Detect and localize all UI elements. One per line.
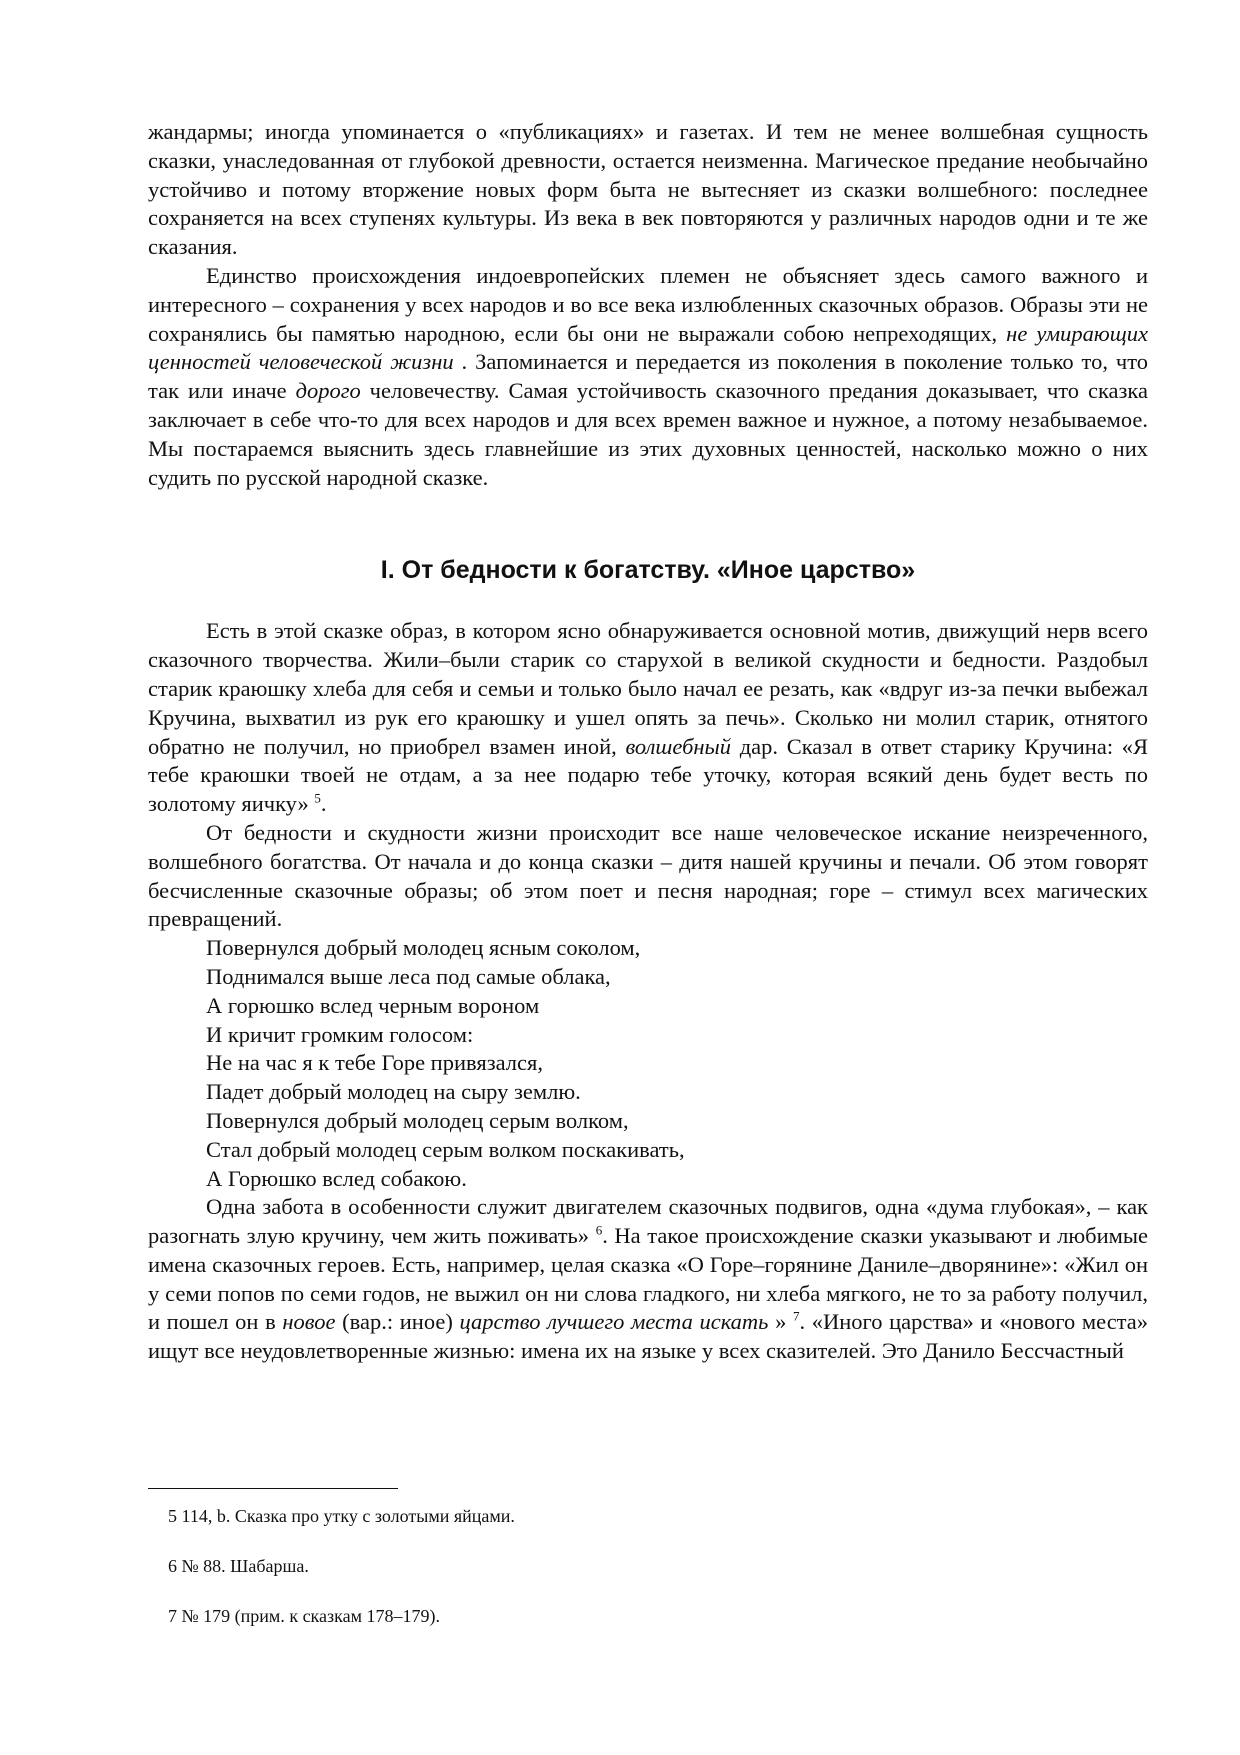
section-p3-emphasis-2: царство лучшего места искать (459, 1309, 769, 1335)
intro-p1-text: жандармы; иногда упоминается о «публикациях» и газетах. И тем не менее волшебная сущность сказки, унаследованная от глубокой древности, остается неизменна. Магическое предание необычайно устойчиво и потому вторжение новых форм быта не вытесняет из сказки волшебного: последнее сохраняется на всех ступенях культуры. Из века в век повторяются у различных народов одни и те же сказания. (148, 119, 1148, 260)
footnote-ref-6[interactable]: 6 (595, 1222, 603, 1238)
verse-line: Повернулся добрый молодец серым волком, (206, 1107, 629, 1133)
section-p3-text-e: . «Иного царства» и «нового места» ищут все неудовлетворенные жизнью: имена их на языке у всех сказителей. Это Данило Бессчастный (148, 1309, 1149, 1364)
section-p3-text-d: » (775, 1309, 787, 1335)
verse-line: А Горюшко вслед собакою. (206, 1165, 467, 1191)
section-p1-end: . (320, 791, 327, 817)
section-p1-text-b: дар. Сказал в ответ старику Кручина: «Я тебе краюшки твоей не отдам, а за нее подарю тебе уточку, которая всякий день будет весть по золотому яичку» (148, 733, 1149, 817)
verse-line: И кричит громким голосом: (206, 1021, 474, 1047)
footnotes (168, 1505, 1068, 1655)
section-p3-text-b: . На такое происхождение сказки указывают и любимые имена сказочных героев. Есть, например, целая сказка «О Горе–горянине Даниле–дворянине»: «Жил он у семи попов по семи годов, не выжил он ни слова гладкого, ни хлеба мягкого, не то за работу получил, и пошел он в (148, 1223, 1149, 1335)
section-paragraph-3 (148, 1193, 1148, 1366)
section-p2-text: От бедности и скудности жизни происходит все наше человеческое искание неизреченного, волшебного богатства. От начала и до конца сказки – дитя нашей кручины и печали. Об этом говорят бесчисленные сказочные образы; об этом поет и песня народная; горе – стимул всех магических превращений. (148, 819, 1148, 932)
verse-line: Стал добрый молодец серым волком поскакивать, (206, 1136, 685, 1162)
section-paragraph-2 (148, 819, 1148, 934)
section-p1-emphasis: волшебный (625, 733, 732, 759)
verse-line: Не на час я к тебе Горе привязался, (206, 1050, 543, 1076)
intro-p2-emphasis-2: дорого (295, 378, 361, 404)
intro-p2-text-a: Единство происхождения индоевропейских племен не объясняет здесь самого важного и интересного – сохранения у всех народов и во все века излюбленных сказочных образов. Образы эти не сохранялись бы памятью народною, если бы они не выражали собою непреходящих, (148, 262, 1148, 346)
footnote-ref-5[interactable]: 5 (314, 790, 321, 806)
footnote-ref-7[interactable]: 7 (792, 1308, 800, 1324)
intro-p2-text-b: . Запоминается и передается из поколения в поколение только то, что так или иначе (148, 349, 1148, 404)
page-body (148, 118, 1148, 1366)
footnote-separator (148, 1488, 398, 1489)
verse-line: А горюшко вслед черным вороном (206, 992, 540, 1018)
intro-p2-text-c: человечеству. Самая устойчивость сказочного предания доказывает, что сказка заключает в себе что-то для всех народов и для всех времен важное и нужное, а потому незабываемое. Мы постараемся выяснить здесь главнейшие из этих духовных ценностей, насколько можно о них судить по русской народной сказке. (148, 378, 1148, 490)
footnote-6: 6 № 88. Шабарша. (168, 1556, 309, 1576)
verse-line: Падет добрый молодец на сыру землю. (206, 1079, 581, 1105)
section-p3-text-a: Одна забота в особенности служит двигателем сказочных подвигов, одна «дума глубокая», – как разогнать злую кручину, чем жить поживать» (148, 1194, 1148, 1249)
section-title: I. От бедности к богатству. «Иное царство» (380, 556, 916, 585)
folk-song-verse (148, 934, 1148, 1193)
section-paragraph-1 (148, 617, 1148, 819)
verse-line: Поднимался выше леса под самые облака, (206, 963, 611, 989)
section-p3-text-c: (вар.: иное) (342, 1309, 453, 1335)
intro-paragraph-2 (148, 262, 1148, 492)
section-p3-emphasis-1: новое (282, 1309, 336, 1335)
verse-line: Повернулся добрый молодец ясным соколом, (206, 935, 641, 961)
section-p1-text-a: Есть в этой сказке образ, в котором ясно обнаруживается основной мотив, движущий нерв всего сказочного творчества. Жили–были старик со старухой в великой скудности и бедности. Раздобыл старик краюшку хлеба для себя и семьи и только было начал ее резать, как «вдруг из-за печки выбежал Кручина, выхватил из рук его краюшку и ушел опять за печь». Сколько ни молил старик, отнятого обратно не получил, но приобрел взамен иной, (148, 618, 1148, 759)
intro-paragraph-1 (148, 118, 1148, 262)
footnote-5: 5 114, b. Сказка про утку с золотыми яйцами. (168, 1506, 515, 1526)
footnote-7: 7 № 179 (прим. к сказкам 178–179). (168, 1606, 440, 1626)
intro-p2-emphasis-1: не умирающих ценностей человеческой жизни (148, 320, 1148, 375)
